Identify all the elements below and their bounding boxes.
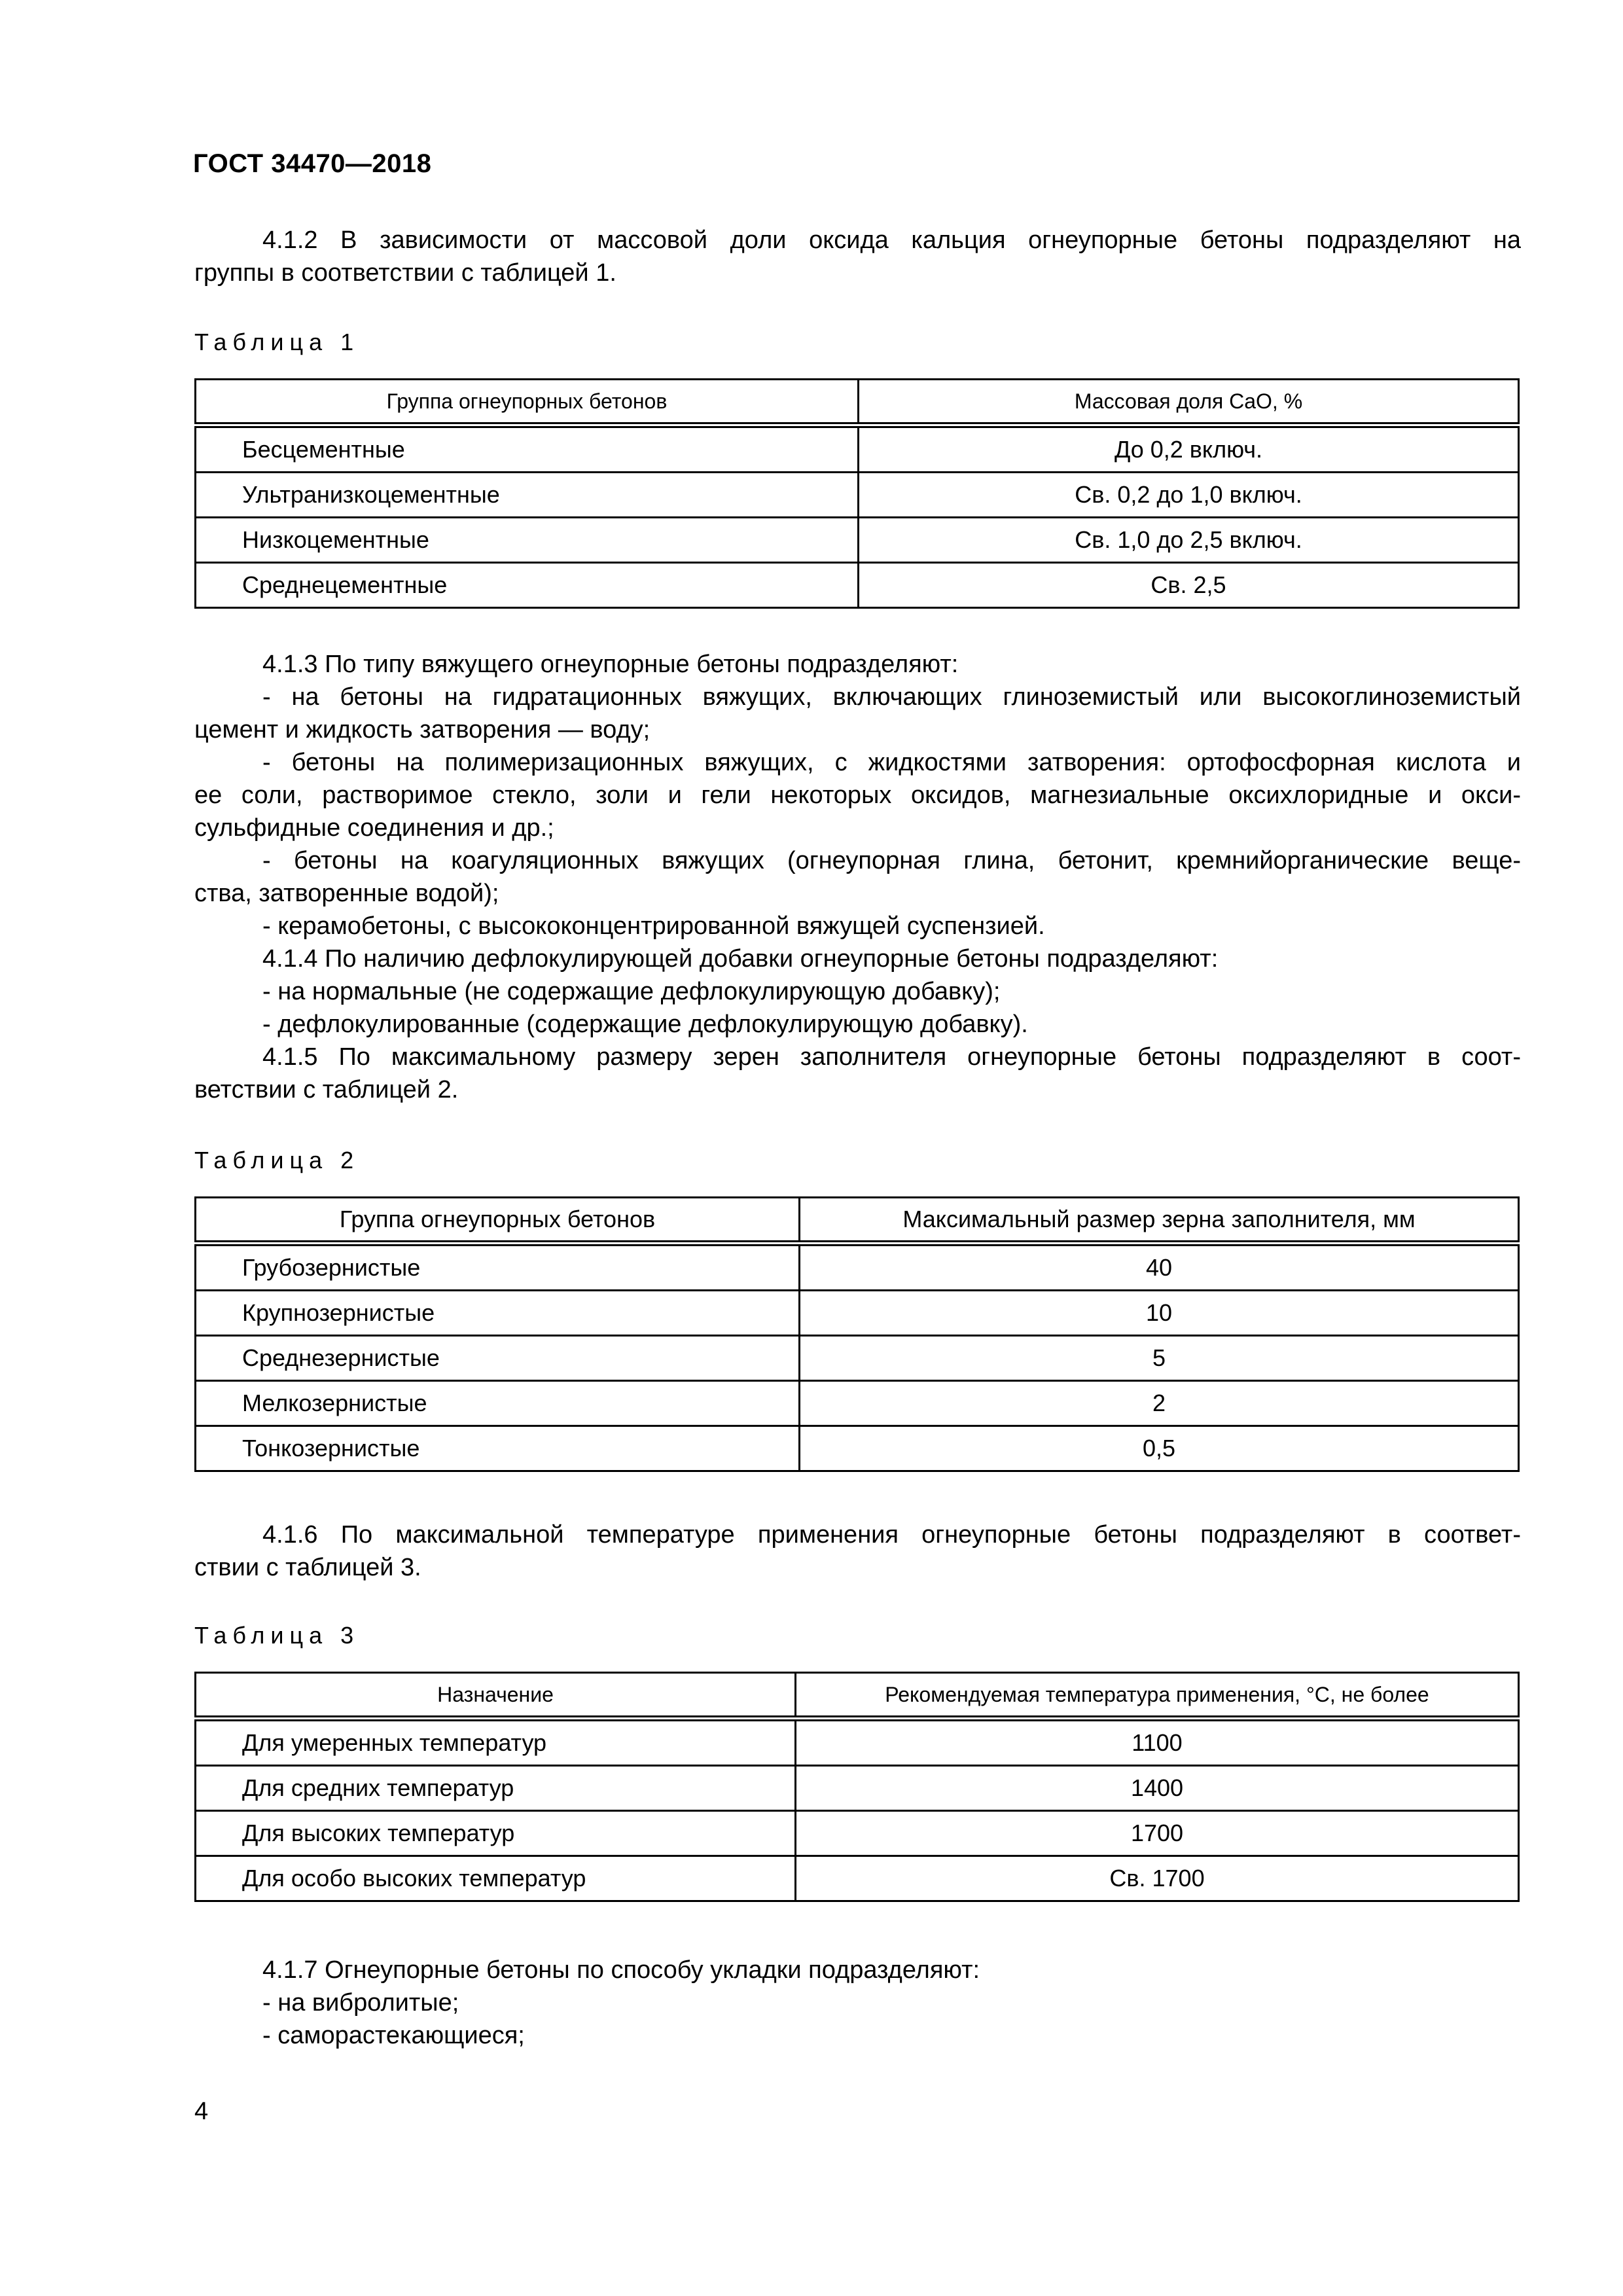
table-2 xyxy=(194,1196,1520,1472)
table-row xyxy=(196,1426,1519,1471)
paragraph-line: ствии с таблицей 3. xyxy=(194,1554,421,1581)
table-row xyxy=(196,1856,1519,1901)
table-cell: Среднезернистые xyxy=(196,1336,800,1381)
paragraph-4-1-2 xyxy=(194,224,1521,289)
table-row xyxy=(196,563,1519,608)
table-row xyxy=(196,425,1519,473)
table-cell: 10 xyxy=(800,1291,1519,1336)
table-cell: 1400 xyxy=(796,1766,1519,1811)
table-cell: Для средних температур xyxy=(196,1766,796,1811)
table-cell: 1100 xyxy=(796,1719,1519,1766)
table-1-caption: Таблица 1 xyxy=(194,329,360,355)
paragraph-line: 4.1.4 По наличию дефлокулирующей добавки огнеупорные бетоны подразделяют: xyxy=(262,945,1219,973)
table-cell: Св. 1700 xyxy=(796,1856,1519,1901)
table-cell: Для высоких температур xyxy=(196,1811,796,1856)
paragraph-line: ства, затворенные водой); xyxy=(194,880,499,907)
table-cell: 1700 xyxy=(796,1811,1519,1856)
table-cell: Крупнозернистые xyxy=(196,1291,800,1336)
paragraph-4-1-6 xyxy=(194,1518,1521,1584)
table-3-caption: Таблица 3 xyxy=(194,1622,360,1649)
list-item: - на нормальные (не содержащие дефлокулирующую добавку); xyxy=(262,978,1001,1005)
list-item: - керамобетоны, с высококонцентрированной вяжущей суспензией. xyxy=(262,912,1045,940)
table-row xyxy=(196,518,1519,563)
table-header-row xyxy=(196,1673,1519,1719)
table-header-cell: Максимальный размер зерна заполнителя, мм xyxy=(800,1198,1519,1244)
table-row xyxy=(196,473,1519,518)
page-number: 4 xyxy=(194,2098,209,2125)
table-row xyxy=(196,1291,1519,1336)
table-cell: До 0,2 включ. xyxy=(859,425,1519,473)
paragraph-4-1-5 xyxy=(194,1041,1521,1106)
list-item: - дефлокулированные (содержащие дефлокулирующую добавку). xyxy=(262,1011,1028,1038)
paragraph-line: 4.1.3 По типу вяжущего огнеупорные бетоны подразделяют: xyxy=(262,651,959,678)
table-row xyxy=(196,1336,1519,1381)
table-row xyxy=(196,1244,1519,1291)
paragraph-line: 4.1.7 Огнеупорные бетоны по способу укладки подразделяют: xyxy=(262,1956,980,1984)
table-header-row xyxy=(196,1198,1519,1244)
table-cell: 5 xyxy=(800,1336,1519,1381)
table-row xyxy=(196,1766,1519,1811)
paragraph-line: 4.1.5 По максимальному размеру зерен заполнителя огнеупорные бетоны подразделяют в соот- xyxy=(262,1043,1521,1071)
list-item: - бетоны на коагуляционных вяжущих (огнеупорная глина, бетонит, кремнийорганические веще- xyxy=(262,847,1521,874)
table-cell: Св. 0,2 до 1,0 включ. xyxy=(859,473,1519,518)
table-cell: Для умеренных температур xyxy=(196,1719,796,1766)
list-item: - саморастекающиеся; xyxy=(262,2022,525,2049)
paragraph-line: ее соли, растворимое стекло, золи и гели некоторых оксидов, магнезиальные оксихлоридные и окси- xyxy=(194,781,1521,809)
paragraph-4-1-7 xyxy=(194,1954,1521,2052)
table-header-cell: Рекомендуемая температура применения, °С, не более xyxy=(796,1673,1519,1719)
table-row xyxy=(196,1719,1519,1766)
table-cell: Низкоцементные xyxy=(196,518,859,563)
paragraph-line: 4.1.6 По максимальной температуре применения огнеупорные бетоны подразделяют в соответ- xyxy=(262,1521,1521,1549)
paragraph-line: 4.1.2 В зависимости от массовой доли оксида кальция огнеупорные бетоны подразделяют на xyxy=(262,226,1521,254)
paragraph-line: ветствии с таблицей 2. xyxy=(194,1076,459,1103)
table-cell: Тонкозернистые xyxy=(196,1426,800,1471)
paragraph-4-1-4 xyxy=(194,942,1521,1041)
paragraph-line: сульфидные соединения и др.; xyxy=(194,814,554,842)
table-header-cell: Группа огнеупорных бетонов xyxy=(196,1198,800,1244)
paragraph-4-1-3 xyxy=(194,648,1521,942)
table-cell: Для особо высоких температур xyxy=(196,1856,796,1901)
list-item: - на бетоны на гидратационных вяжущих, включающих глиноземистый или высокоглиноземистый xyxy=(262,683,1521,711)
table-cell: Св. 1,0 до 2,5 включ. xyxy=(859,518,1519,563)
table-cell: Грубозернистые xyxy=(196,1244,800,1291)
table-header-cell: Группа огнеупорных бетонов xyxy=(196,380,859,425)
list-item: - на вибролитые; xyxy=(262,1989,459,2017)
paragraph-line: цемент и жидкость затворения — воду; xyxy=(194,716,651,744)
table-2-caption: Таблица 2 xyxy=(194,1147,360,1174)
table-cell: 40 xyxy=(800,1244,1519,1291)
table-row xyxy=(196,1381,1519,1426)
table-header-cell: Назначение xyxy=(196,1673,796,1719)
table-cell: Ультранизкоцементные xyxy=(196,473,859,518)
table-cell: 2 xyxy=(800,1381,1519,1426)
table-header-row xyxy=(196,380,1519,425)
table-cell: Среднецементные xyxy=(196,563,859,608)
document-id-header: ГОСТ 34470—2018 xyxy=(193,149,432,178)
table-1 xyxy=(194,378,1520,609)
table-cell: Бесцементные xyxy=(196,425,859,473)
table-cell: Св. 2,5 xyxy=(859,563,1519,608)
table-row xyxy=(196,1811,1519,1856)
paragraph-line: группы в соответствии с таблицей 1. xyxy=(194,259,616,287)
table-header-cell: Массовая доля CaO, % xyxy=(859,380,1519,425)
table-cell: 0,5 xyxy=(800,1426,1519,1471)
table-3 xyxy=(194,1672,1520,1902)
table-cell: Мелкозернистые xyxy=(196,1381,800,1426)
list-item: - бетоны на полимеризационных вяжущих, с жидкостями затворения: ортофосфорная кислота и xyxy=(262,749,1521,776)
